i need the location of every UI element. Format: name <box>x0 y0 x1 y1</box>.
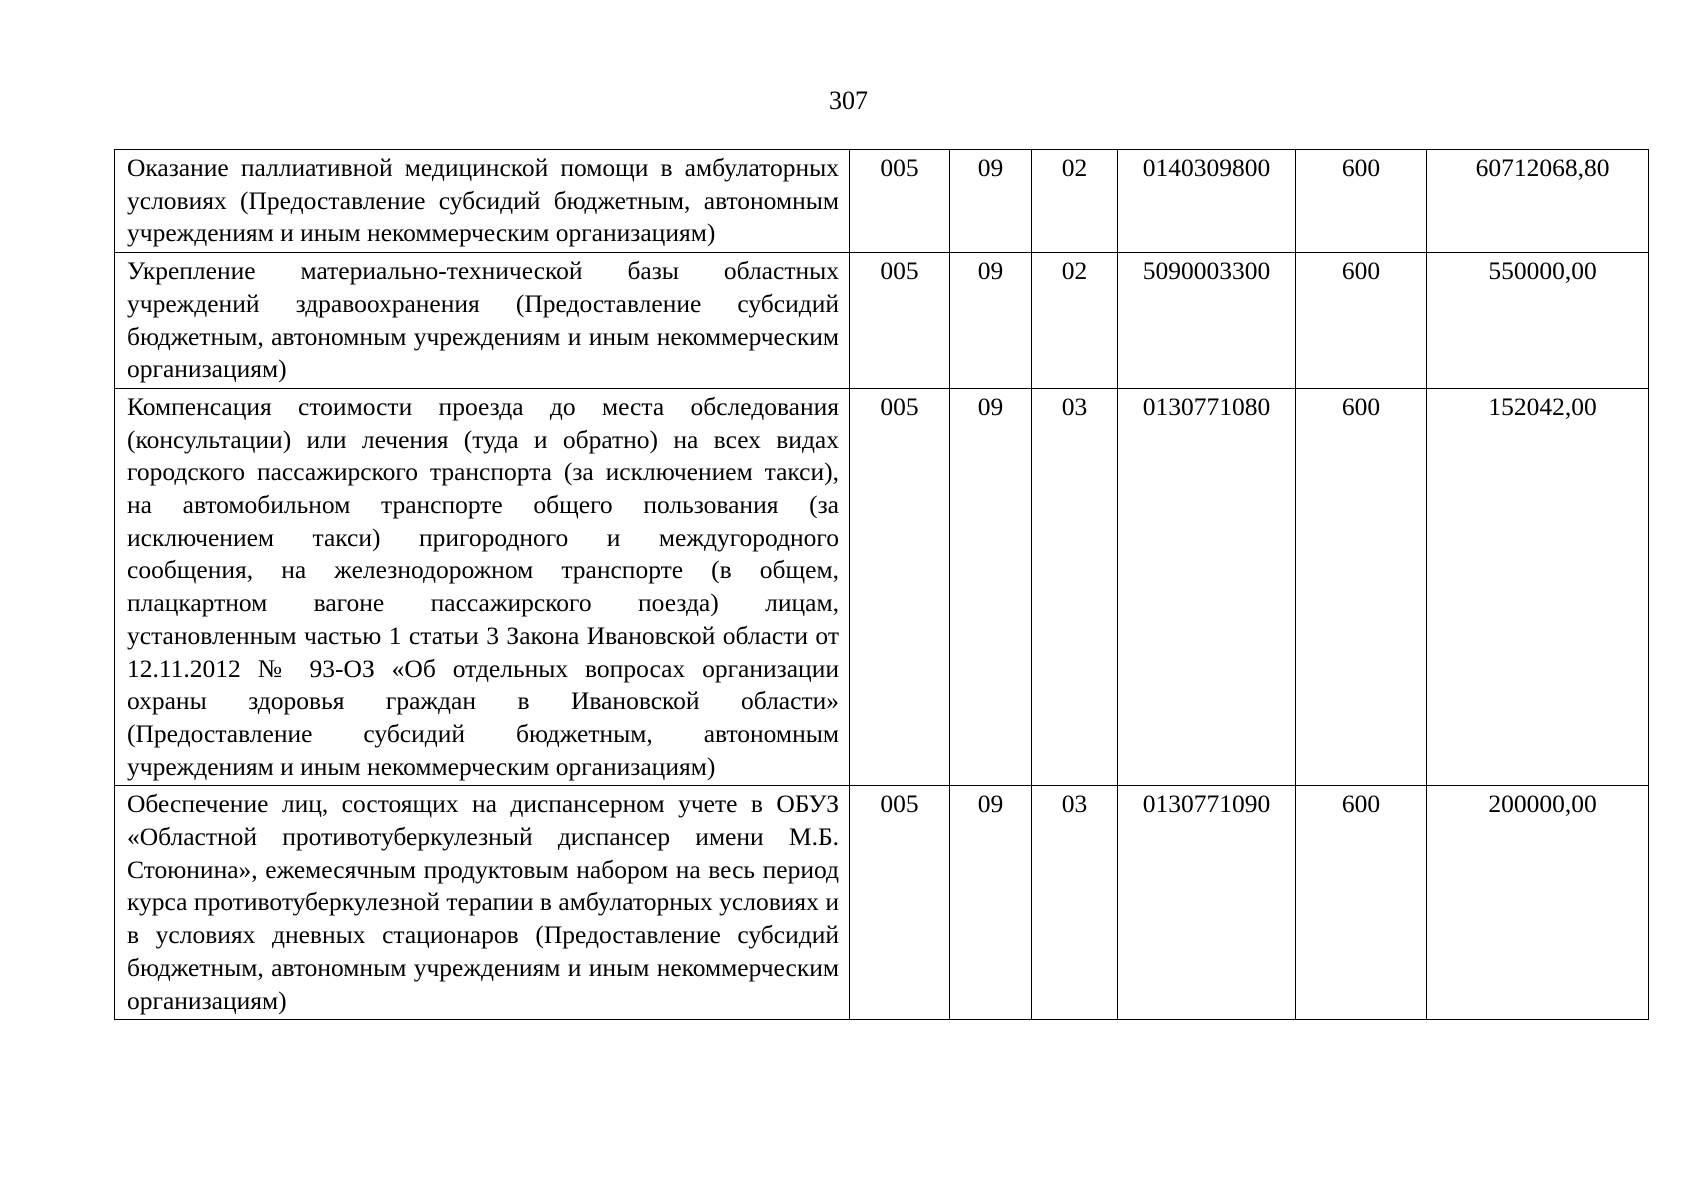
section-code: 09 <box>950 150 1032 253</box>
row-description: Оказание паллиативной медицинской помощи в амбулаторных условиях (Предоставление субсидий бюджетным, автономным учреждениям и иным некоммерческим организациям) <box>115 150 850 253</box>
ministry-code: 005 <box>850 786 950 1020</box>
section-code: 09 <box>950 786 1032 1020</box>
expense-type-code: 600 <box>1296 253 1427 389</box>
section-code: 09 <box>950 388 1032 785</box>
subsection-code: 03 <box>1032 388 1118 785</box>
subsection-code: 03 <box>1032 786 1118 1020</box>
target-item-code: 0140309800 <box>1118 150 1296 253</box>
row-description: Обеспечение лиц, состоящих на диспансерном учете в ОБУЗ «Областной противотуберкулезный диспансер имени М.Б. Стоюнина», ежемесячным продуктовым набором на весь период курса противотуберкулезной терапии в амбулаторных условиях и в условиях дневных стационаров (Предоставление субсидий бюджетным, автономным учреждениям и иным некоммерческим организациям) <box>115 786 850 1020</box>
amount-value: 152042,00 <box>1427 388 1649 785</box>
budget-table <box>114 149 1649 1020</box>
subsection-code: 02 <box>1032 253 1118 389</box>
row-description: Компенсация стоимости проезда до места обследования (консультации) или лечения (туда и обратно) на всех видах городского пассажирского транспорта (за исключением такси), на автомобильном транспорте общего пользования (за исключением такси) пригородного и междугородного сообщения, на железнодорожном транспорте (в общем, плацкартном вагоне пассажирского поезда) лицам, установленным частью 1 статьи 3 Закона Ивановской области от 12.11.2012 № 93-ОЗ «Об отдельных вопросах организации охраны здоровья граждан в Ивановской области» (Предоставление субсидий бюджетным, автономным учреждениям и иным некоммерческим организациям) <box>115 388 850 785</box>
section-code: 09 <box>950 253 1032 389</box>
target-item-code: 5090003300 <box>1118 253 1296 389</box>
amount-value: 200000,00 <box>1427 786 1649 1020</box>
row-description: Укрепление материально-технической базы областных учреждений здравоохранения (Предоставление субсидий бюджетным, автономным учреждениям и иным некоммерческим организациям) <box>115 253 850 389</box>
table-row <box>115 150 1649 253</box>
ministry-code: 005 <box>850 253 950 389</box>
expense-type-code: 600 <box>1296 150 1427 253</box>
expense-type-code: 600 <box>1296 786 1427 1020</box>
table-row <box>115 388 1649 785</box>
ministry-code: 005 <box>850 150 950 253</box>
table-row <box>115 253 1649 389</box>
page-number: 307 <box>829 86 868 115</box>
expense-type-code: 600 <box>1296 388 1427 785</box>
target-item-code: 0130771080 <box>1118 388 1296 785</box>
amount-value: 550000,00 <box>1427 253 1649 389</box>
ministry-code: 005 <box>850 388 950 785</box>
target-item-code: 0130771090 <box>1118 786 1296 1020</box>
table-row <box>115 786 1649 1020</box>
amount-value: 60712068,80 <box>1427 150 1649 253</box>
subsection-code: 02 <box>1032 150 1118 253</box>
